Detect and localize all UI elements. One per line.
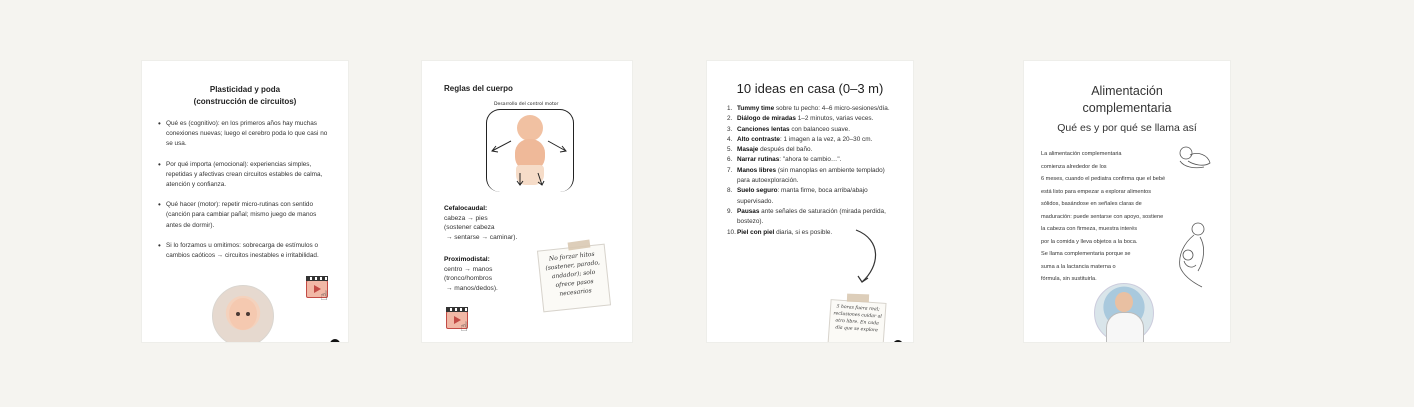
slide-card-reglas-cuerpo[interactable] (422, 61, 632, 342)
cefalocaudal-block: Cefalocaudal: cabeza → pies (sostener cabeza → sentarse → caminar). (444, 205, 518, 241)
list-item: • Qué es (cognitivo): en los primeros años hay muchas conexiones nuevas; luego el cerebro poda lo que casi no se usa. (166, 119, 332, 150)
list-item: • Por qué importa (emocional): experiencias simples, repetidas y afectivas crean circuitos estables de calma, atención y confianza. (166, 160, 332, 191)
slide-subtitle: Qué es y por qué se llama así (1057, 122, 1197, 134)
curved-arrow-icon (842, 226, 882, 286)
slide-card-alimentacion[interactable] (1024, 61, 1230, 342)
list-item: 2. Diálogo de miradas 1–2 minutos, varias veces. (727, 115, 874, 123)
list-item: 6. Narrar rutinas: "ahora te cambio…". (727, 156, 842, 164)
list-item: • Qué hacer (motor): repetir micro-rutinas con sentido (canción para cambiar pañal; mismo juego de manos antes de dormir). (166, 200, 332, 231)
list-item: 9. Pausas ante señales de saturación (mirada perdida, bostezo). (727, 207, 886, 226)
baby-sketch-icon (1174, 141, 1214, 171)
list-item: 4. Alto contraste: 1 imagen a la vez, a 20–30 cm. (727, 135, 873, 143)
slide-title: 10 ideas en casa (0–3 m) (736, 81, 884, 96)
baby-portrait-image (212, 285, 274, 342)
sticky-note: 5 horas fuera real; reclusiones cuidar al otro libre. En cada día que se explore (827, 299, 886, 342)
slide-title: Reglas del cuerpo (444, 84, 513, 93)
slide-card-plasticidad[interactable] (142, 61, 348, 342)
slide-title: Alimentación complementaria (1082, 84, 1172, 115)
slide-card-10-ideas[interactable] (707, 61, 913, 342)
ideas-list (727, 104, 899, 238)
list-item: 10. Piel con piel diaria, si es posible. (727, 228, 833, 236)
list-item: • Si lo forzamos u omitimos: sobrecarga de estímulos o cambios caóticos → circuitos inestables e irritabilidad. (166, 241, 332, 261)
list-item: 7. Manos libres (sin manoplas en ambiente templado) para autoexploración. (727, 166, 885, 185)
diagram-caption: Desarrollo del control motor (494, 102, 559, 107)
dot-icon (330, 339, 340, 342)
dot-icon (893, 340, 903, 342)
slide-title: Plasticidad y poda (construcción de circuitos) (193, 85, 297, 106)
proximodistal-block: Proximodistal: centro → manos (tronco/hombros → manos/dedos). (444, 256, 498, 292)
direction-arrows-icon (486, 131, 576, 191)
list-item: 5. Masaje después del baño. (727, 146, 813, 154)
body-text: La alimentación complementaria comienza alrededor de los 6 meses, cuando el pediatra confirma que el bebé está listo para empezar a explorar alimentos sólidos, basándose en señales claras de maduración: puede sentarse con apoyo, sostiene la cabeza con firmeza, muestra interés por la comida y lleva objetos a la boca. Se llama complementaria porque se suma a la lactancia materna o fórmula, sin sustituirla. (1041, 151, 1166, 282)
pointer-hand-icon: ☝ (460, 319, 468, 334)
sticky-note: No forzar hitos (sostener, parado, andador); solo ofrece pasos necesarios (537, 244, 611, 313)
pointer-hand-icon: ☝ (320, 288, 328, 303)
tape-decoration (847, 294, 869, 303)
list-item: 8. Suelo seguro: manta firme, boca arriba/abajo supervisado. (727, 187, 868, 205)
list-item: 1. Tummy time sobre tu pecho: 4–6 micro-sesiones/día. (727, 105, 890, 112)
list-item: 3. Canciones lentas con balanceo suave. (727, 125, 850, 133)
mother-baby-sketch-icon (1170, 221, 1212, 291)
bullet-list (166, 119, 332, 271)
pediatrician-portrait-image (1094, 283, 1154, 342)
